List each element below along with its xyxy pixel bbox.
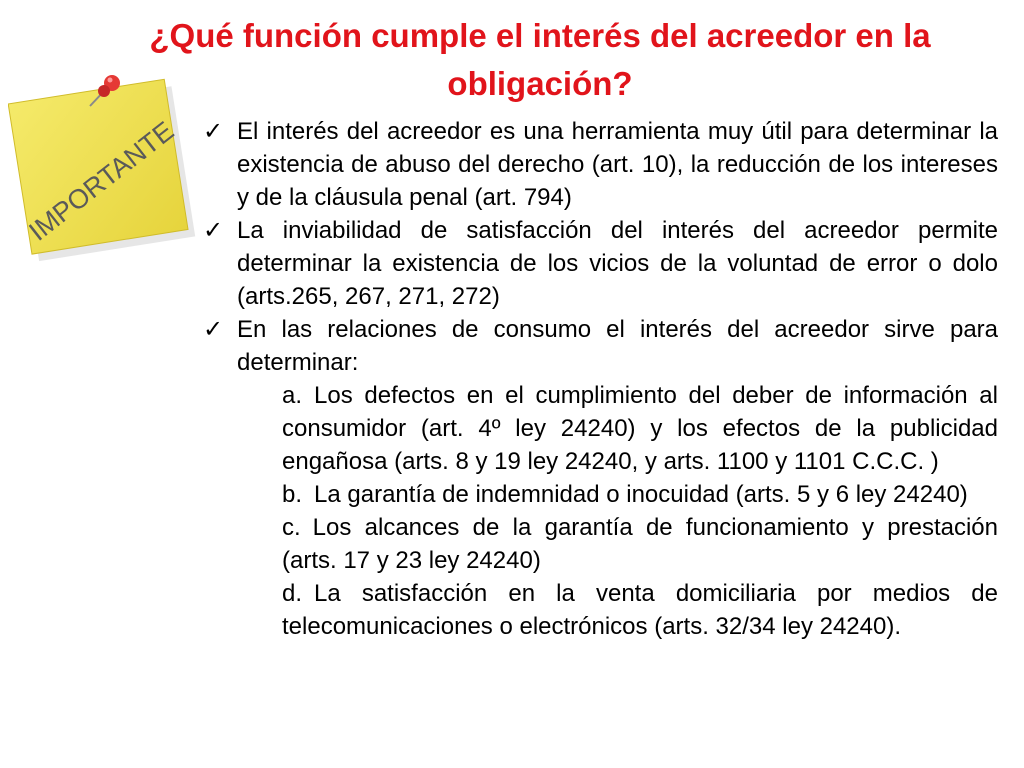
bullet-text: En las relaciones de consumo el interés del acreedor sirve para determinar: xyxy=(237,316,998,376)
bullet-list xyxy=(203,115,998,643)
note-label: IMPORTANTE xyxy=(23,115,180,247)
sub-item-text: La garantía de indemnidad o inocuidad (arts. 5 y 6 ley 24240) xyxy=(314,481,968,508)
checkmark-icon: ✓ xyxy=(203,117,224,145)
sub-item xyxy=(282,511,998,577)
sub-item-letter: d. xyxy=(282,580,303,607)
checkmark-icon: ✓ xyxy=(203,315,224,343)
sub-item-text: La satisfacción en la venta domiciliaria por medios de telecomunicaciones o electrónicos (arts. 32/34 ley 24240). xyxy=(282,580,998,640)
sub-item-text: Los defectos en el cumplimiento del deber de información al consumidor (art. 4º ley 24240) y los efectos de la publicidad engañosa (arts. 8 y 19 ley 24240, y arts. 1100 y 1101 C.C.C. ) xyxy=(282,382,998,475)
sub-item-letter: c. xyxy=(282,514,301,541)
bullet-text: El interés del acreedor es una herramienta muy útil para determinar la existencia de abuso del derecho (art. 10), la reducción de los intereses y de la cláusula penal (art. 794) xyxy=(237,118,998,211)
important-sticky-note xyxy=(8,72,198,264)
checkmark-icon: ✓ xyxy=(203,216,224,244)
bullet-item xyxy=(203,313,998,643)
bullet-text: La inviabilidad de satisfacción del interés del acreedor permite determinar la existencia de los vicios de la voluntad de error o dolo (arts.265, 267, 271, 272) xyxy=(237,217,998,310)
sub-item xyxy=(282,478,998,511)
sub-item-text: Los alcances de la garantía de funcionamiento y prestación (arts. 17 y 23 ley 24240) xyxy=(282,514,998,574)
slide-content xyxy=(203,115,998,643)
sub-item-letter: a. xyxy=(282,382,303,409)
sub-item xyxy=(282,379,998,478)
bullet-item xyxy=(203,214,998,313)
sub-item-letter: b. xyxy=(282,481,303,508)
sub-item xyxy=(282,577,998,643)
slide-title: ¿Qué función cumple el interés del acreedor en la obligación? xyxy=(149,17,931,102)
sub-list xyxy=(237,379,998,643)
bullet-item xyxy=(203,115,998,214)
